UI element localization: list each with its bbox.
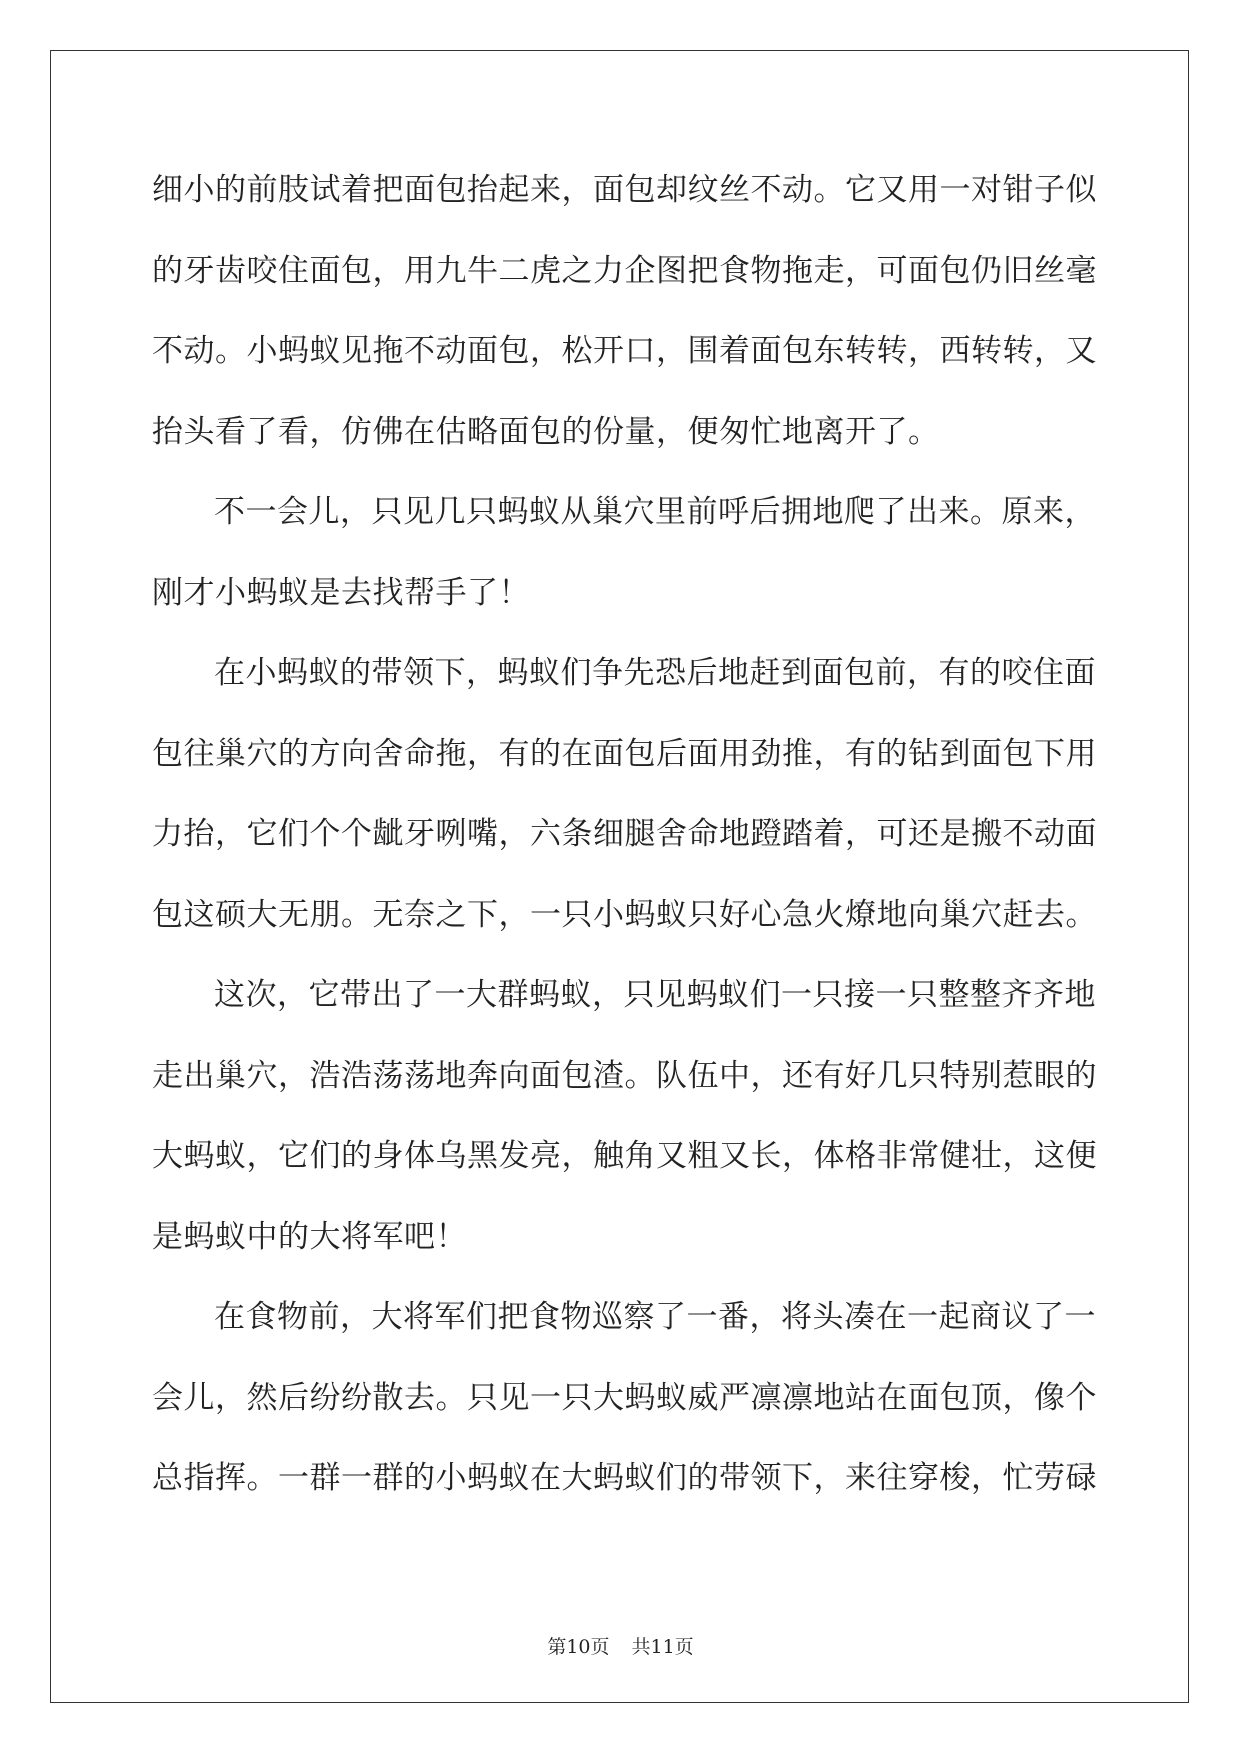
- text-line: 是蚂蚁中的大将军吧！: [152, 1218, 467, 1255]
- text-line: 会儿，然后纷纷散去。只见一只大蚂蚁威严凛凛地站在面包顶，像个: [152, 1379, 1097, 1416]
- text-line: 不一会儿，只见几只蚂蚁从巢穴里前呼后拥地爬了出来。原来，: [214, 494, 1096, 530]
- text-line: 细小的前肢试着把面包抬起来，面包却纹丝不动。它又用一对钳子似: [152, 172, 1097, 208]
- text-line: 总指挥。一群一群的小蚂蚁在大蚂蚁们的带领下，来往穿梭，忙劳碌: [152, 1460, 1097, 1496]
- text-line: 包这硕大无朋。无奈之下，一只小蚂蚁只好心急火燎地向巢穴赶去。: [152, 896, 1097, 933]
- page-footer: [0, 1632, 1241, 1659]
- text-line: 在食物前，大将军们把食物巡察了一番，将头凑在一起商议了一: [214, 1299, 1096, 1335]
- page-total: 共11页: [631, 1636, 694, 1658]
- document-body: [152, 158, 1097, 1527]
- text-line: 抬头看了看，仿佛在估略面包的份量，便匆忙地离开了。: [152, 413, 940, 450]
- text-line: 走出巢穴，浩浩荡荡地奔向面包渣。队伍中，还有好几只特别惹眼的: [152, 1057, 1097, 1094]
- text-line: 包往巢穴的方向舍命拖，有的在面包后面用劲推，有的钻到面包下用: [152, 735, 1097, 772]
- text-line: 不动。小蚂蚁见拖不动面包，松开口，围着面包东转转，西转转，又: [152, 333, 1097, 369]
- text-line: 的牙齿咬住面包，用九牛二虎之力企图把食物拖走，可面包仍旧丝毫: [152, 252, 1097, 289]
- text-line: 刚才小蚂蚁是去找帮手了！: [152, 574, 530, 611]
- text-line: 大蚂蚁，它们的身体乌黑发亮，触角又粗又长，体格非常健壮，这便: [152, 1138, 1097, 1174]
- text-line: 在小蚂蚁的带领下，蚂蚁们争先恐后地赶到面包前，有的咬住面: [214, 655, 1096, 691]
- text-line: 力抬，它们个个龇牙咧嘴，六条细腿舍命地蹬踏着，可还是搬不动面: [152, 816, 1097, 852]
- page-number: 第10页: [547, 1636, 610, 1658]
- text-line: 这次，它带出了一大群蚂蚁，只见蚂蚁们一只接一只整整齐齐地: [214, 977, 1096, 1013]
